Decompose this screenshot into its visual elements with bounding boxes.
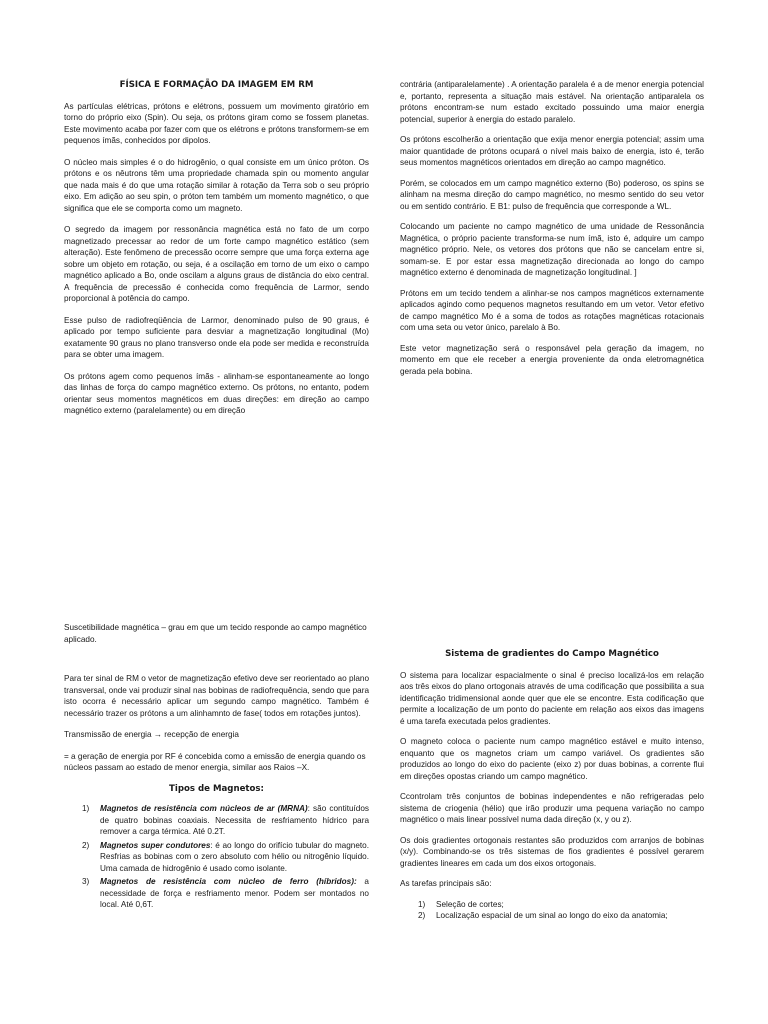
list-item-text: : é ao longo do orifício tubular do magneto. Resfrias as bobinas com o zero absoluto com hélio ou nitrogênio líquido. Uma camada de hidrogênio é usado como isolante. (100, 840, 369, 873)
list-item-title: Magnetos super condutores (100, 840, 211, 850)
list-number: 3) (82, 877, 90, 886)
list-number: 2) (418, 911, 426, 920)
list-item-title: Magnetos de resistência com núcleos de ar (MRNA) (100, 804, 308, 813)
paragraph-transmissao: Transmissão de energia → recepção de energia (64, 730, 239, 739)
list-item-text: a necessidade de força e resfriamento menor. Podem ser montados no local. Até 0,6T. (100, 877, 369, 909)
paragraph-hidrogenio: O núcleo mais simples é o do hidrogênio, o qual consiste em um único próton. Os prótons e os nêutrons têm uma propriedade chamada spin ou momento angular que nada mais é do que uma rotação similar à rotação da Terra sob o seu próprio eixo. Em adição ao seu spin, o próton tem também um momento magnético, o que significa que ele se comporta como um magneto. (64, 157, 369, 213)
paragraph-tarefas: As tarefas principais são: (400, 879, 492, 888)
list-number: 2) (82, 840, 90, 850)
list-number: 1) (82, 804, 90, 813)
left-column-top (64, 80, 369, 417)
paragraph-magnetizacao-longitudinal: Colocando um paciente no campo magnético de uma unidade de Ressonância Magnética, o próprio paciente transforma-se num ímã, isto é, adquire um campo magnético próprio. Nele, os vetores dos prótons que não se cancelam entre si, somam-se. E por estar essa magnetização direcionada ao longo do campo magnético externo é denominada de magnetização longitudinal. ] (400, 222, 704, 277)
paragraph-precessao: O segredo da imagem por ressonância magnética está no fato de um corpo magnetizado precessar ao redor de um forte campo magnético estático (sem alteração). Este fenômeno de precessão ocorre sempre que uma força externa age sobre um objeto em rotação, ou seja, é a oscilação em torno de um eixo o campo magnético aplicado a Bo, onde oscilam a alguns graus de distância do eixo central. A frequência de precessão é conhecida como frequência de Larmor, sendo proporcional à potência do campo. (64, 225, 369, 303)
paragraph-vetor-magnetizacao: Este vetor magnetização será o responsável pela geração da imagem, no momento em que ele receber a energia proveniente da onda eletromagnética gerada pela bobina. (400, 343, 704, 376)
paragraph-antiparalela: contrária (antiparalelamente) . A orientação paralela é a de menor energia potencial e, portanto, representa a situação mais estável. Na orientação antiparalela os prótons encontram-se num estado excitado possuindo uma maior energia potencial, superior à energia do estado paralelo. (400, 80, 704, 124)
list-item (82, 803, 369, 838)
list-item (82, 876, 369, 911)
gradientes-heading: Sistema de gradientes do Campo Magnético (445, 649, 659, 659)
tipos-magnetos-list (64, 803, 369, 911)
page-title: FÍSICA E FORMAÇÃO DA IMAGEM EM RM (119, 80, 314, 90)
paragraph-sinal-rm: Para ter sinal de RM o vetor de magnetização efetivo deve ser reorientado ao plano transversal, onde vai produzir sinal nas bobinas de radiofrequência, sendo que para isto ocorra é necessário aplicar um segundo campo magnético. Também é necessário trazer os prótons a um alinhamnto de fase( todos em rotações juntos). (64, 674, 369, 718)
paragraph-campo-bo: Porém, se colocados em um campo magnético externo (Bo) poderoso, os spins se alinham na mesma direção do campo magnético, no mesmo sentido do seu vetor ou em sentido contrário. E B1: pulso de frequência que corresponde a WL. (400, 178, 704, 211)
paragraph-magneto-paciente: O magneto coloca o paciente num campo magnético estável e muito intenso, enquanto que os magnetos criam um campo variável. Os gradientes são produzidos ao longo do eixo do paciente (eixo z) por duas bobinas, a corrente flui em direções opostas criando um campo magnético. (400, 737, 704, 781)
tarefas-list (400, 899, 704, 922)
list-item-title: Magnetos de resistência com núcleo de ferro (híbridos): (100, 877, 357, 886)
paragraph-bobinas-independentes: Ccontrolam três conjuntos de bobinas independentes e não refrigeradas pelo sistema de criogenia (hélio) que irão produzir uma pequena variação no campo magnético o mais linear possível numa dada direção (x, y ou z). (400, 792, 704, 824)
tipos-magnetos-heading: Tipos de Magnetos: (169, 783, 264, 794)
paragraph-pulso-90: Esse pulso de radiofreqüência de Larmor, denominado pulso de 90 graus, é aplicado por tempo suficiente para desviar a magnetização longitudinal (Mo) exatamente 90 graus no plano transverso onde ela pode ser medida e reconstruída para se obter uma imagem. (64, 315, 369, 359)
list-item (418, 899, 704, 911)
list-item-text: Localização espacial de um sinal ao longo do eixo da anatomia; (436, 911, 668, 920)
paragraph-localizar-sinal: O sistema para localizar espacialmente o sinal é preciso localizá-los em relação aos três eixos do plano ortogonais através de uma codificação que possibilita a sua identificação tridimensional aonde quer que ele se encontre. Esta codificação que permite a localização de um ponto do paciente em relação aos eixos das imagens é uma tarefa executada pelos gradientes. (400, 670, 704, 726)
list-item-text: Seleção de cortes; (436, 899, 504, 909)
list-item (418, 910, 704, 922)
list-number: 1) (418, 899, 426, 909)
paragraph-geracao-energia: = a geração de energia por RF é concebida como a emissão de energia quando os núcleos passam ao estado de menor energia, similar aos Raios –X. (64, 751, 366, 772)
right-column-top (400, 79, 704, 377)
paragraph-suscetibilidade: Suscetibilidade magnética – grau em que um tecido responde ao campo magnético aplicado. (64, 623, 367, 644)
paragraph-protons-imas: Os prótons agem como pequenos ímãs - alinham-se espontaneamente ao longo das linhas de força do campo magnético externo. Os prótons, no entanto, podem orientar seus momentos magnéticos em duas direções: em direção ao campo magnético externo (paralelamente) ou em direção (64, 371, 369, 415)
paragraph-menor-energia: Os prótons escolherão a orientação que exija menor energia potencial; assim uma maior quantidade de prótons ocupará o nível mais baixo de energia, isto é, terão seus momentos magnéticos orientados em direção ao campo magnético. (400, 135, 704, 167)
right-column-bottom (400, 649, 704, 922)
list-item-text: : são contituídos de quatro bobinas coaxiais. Necessita de resfriamento hídrico para remover a carga térmica. Até 0.2T. (100, 804, 370, 836)
paragraph-gradientes-ortogonais: Os dois gradientes ortogonais restantes são produzidos com arranjos de bobinas (x/y). Combinando-se os três sistemas de fios gradientes é possível gerarem gradientes lineares em cada um dos eixos ortogonais. (400, 835, 704, 868)
left-column-bottom (64, 622, 369, 911)
list-item (82, 840, 369, 875)
paragraph-vetor-efetivo: Prótons em um tecido tendem a alinhar-se nos campos magnéticos externamente aplicados agindo como pequenos magnetos resultando em um vetor. Vetor efetivo de campo magnético Mo é a soma de todos as rotações magnéticas rotacionais com uma seta ou vetor único, parelalo à Bo. (400, 288, 704, 332)
paragraph-spin: As partículas elétricas, prótons e elétrons, possuem um movimento giratório em torno do próprio eixo (Spin). Ou seja, os prótons giram como se fossem planetas. Este movimento acaba por fazer com que os elétrons e prótons transformem-se em pequenos ímãs, conhecidos por dipolos. (64, 101, 369, 145)
